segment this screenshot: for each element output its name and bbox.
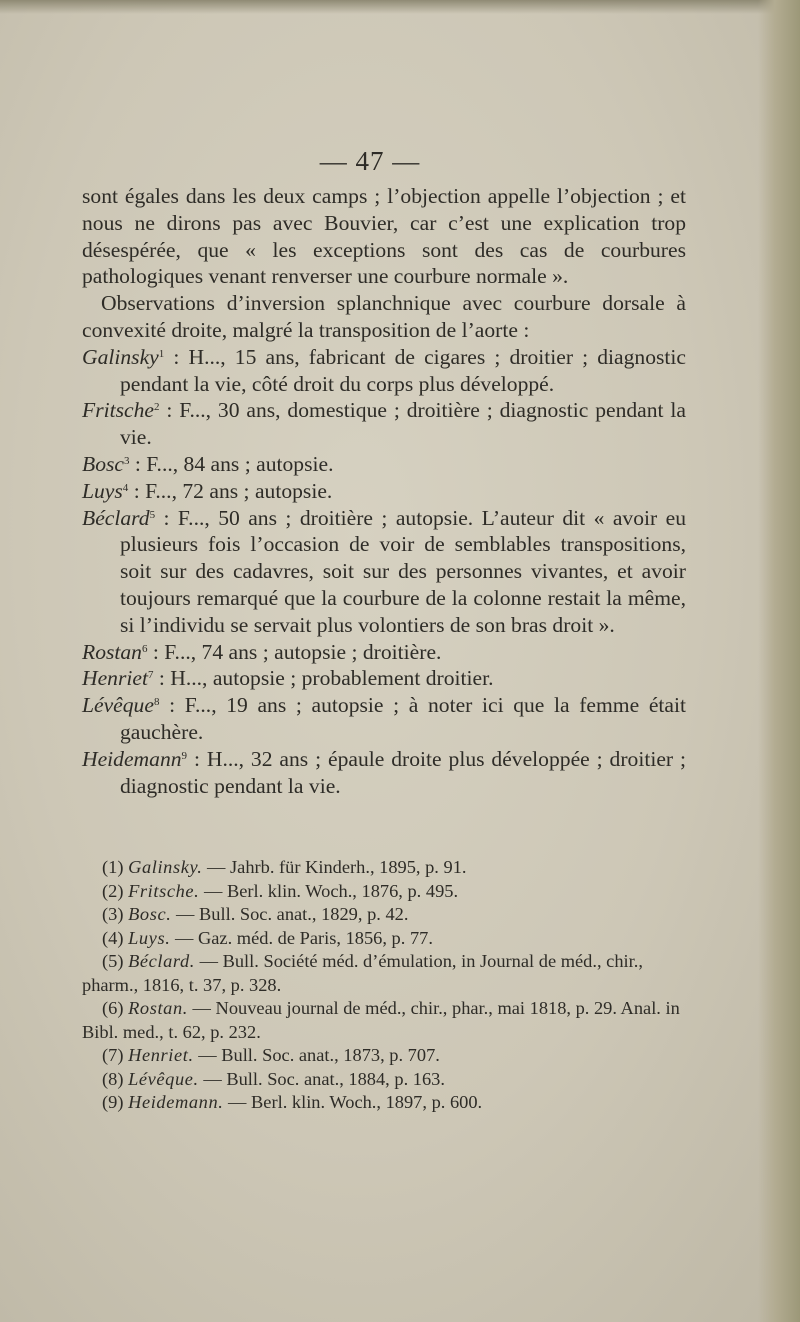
footnote-author: Bosc. <box>128 904 172 924</box>
footnote-6 <box>82 997 682 1044</box>
footnote-citation: — Gaz. méd. de Paris, 1856, p. 77. <box>170 927 433 948</box>
author-name: Galinsky <box>82 344 159 369</box>
observation-luys <box>82 478 686 505</box>
observation-leveque <box>82 692 686 746</box>
footnote-9 <box>82 1091 682 1115</box>
footnote-ref: 3 <box>123 454 130 467</box>
main-text <box>82 183 686 799</box>
author-name: Henriet <box>82 666 148 691</box>
observation-heidemann <box>82 746 686 800</box>
observation-text: : F..., 74 ans ; autopsie ; droitière. <box>147 639 442 664</box>
footnotes <box>82 856 682 1115</box>
observation-rostan <box>82 639 686 666</box>
footnote-number: (3) <box>102 904 124 924</box>
footnote-8 <box>82 1068 682 1092</box>
footnote-7 <box>82 1044 682 1068</box>
footnote-citation: — Berl. klin. Woch., 1876, p. 495. <box>199 880 459 901</box>
footnote-ref: 2 <box>153 401 160 414</box>
page-right-edge <box>758 0 800 1322</box>
footnote-citation: — Bull. Soc. anat., 1829, p. 42. <box>171 904 409 924</box>
footnote-author: Henriet. <box>128 1045 194 1065</box>
footnote-author: Rostan. <box>128 998 188 1018</box>
paragraph-objection: sont égales dans les deux camps ; l’objection appelle l’objection ; et nous ne dirons pas avec Bouvier, car c’est une explication trop désespérée, que « les exceptions sont des cas de courbures pathologiques venant renverser une courbure normale ». <box>82 184 686 289</box>
footnote-4 <box>82 927 682 951</box>
footnote-ref: 5 <box>149 508 156 521</box>
footnote-ref: 9 <box>181 749 188 762</box>
footnote-citation: — Bull. Soc. anat., 1884, p. 163. <box>198 1068 445 1089</box>
footnote-ref: 7 <box>147 669 154 682</box>
observation-text: : H..., 32 ans ; épaule droite plus développée ; droitier ; diagnostic pendant la vie. <box>120 746 686 798</box>
footnote-number: (9) <box>102 1092 124 1112</box>
footnote-ref: 1 <box>158 347 165 360</box>
footnote-ref: 6 <box>141 642 148 655</box>
observation-henriet <box>82 665 686 692</box>
footnote-author: Fritsche. <box>128 880 200 901</box>
footnote-1 <box>82 856 682 880</box>
observation-text: : F..., 30 ans, domestique ; droitière ; diagnostic pendant la vie. <box>120 398 686 450</box>
author-name: Béclard <box>82 505 150 530</box>
observation-beclard <box>82 505 686 639</box>
footnote-number: (8) <box>102 1068 124 1089</box>
observation-text: : H..., autopsie ; probablement droitier. <box>153 666 494 691</box>
observation-text: : H..., 15 ans, fabricant de cigares ; droitier ; diagnostic pendant la vie, côté droit du corps plus développé. <box>120 344 686 396</box>
author-name: Lévêque <box>82 693 154 718</box>
footnote-author: Lévêque. <box>128 1068 199 1089</box>
observation-text: : F..., 50 ans ; droitière ; autopsie. L’auteur dit « avoir eu plusieurs fois l’occasion de voir de semblables transpositions, soit sur des cadavres, soit sur des personnes vivantes, et avoir toujours remarqué que la courbure de la colonne restait la même, si l’individu se servait plus volontiers de son bras droit ». <box>120 505 686 637</box>
page-number: — 47 — <box>319 146 421 176</box>
footnote-author: Béclard. <box>128 951 195 971</box>
observation-text: : F..., 84 ans ; autopsie. <box>129 451 334 476</box>
observation-galinsky <box>82 344 686 398</box>
footnote-5 <box>82 950 682 997</box>
observation-text: : F..., 72 ans ; autopsie. <box>128 478 333 503</box>
author-name: Bosc <box>82 451 124 476</box>
page-top-edge <box>0 0 800 14</box>
observation-bosc <box>82 451 686 478</box>
footnote-citation: — Jahrb. für Kinderh., 1895, p. 91. <box>202 857 467 877</box>
footnote-2 <box>82 880 682 904</box>
footnote-3 <box>82 903 682 927</box>
observation-fritsche <box>82 397 686 451</box>
footnote-number: (2) <box>102 880 124 901</box>
author-name: Heidemann <box>82 746 182 771</box>
footnote-number: (4) <box>102 927 124 948</box>
footnote-citation: — Berl. klin. Woch., 1897, p. 600. <box>223 1092 483 1112</box>
author-name: Luys <box>82 478 123 503</box>
footnote-author: Heidemann. <box>128 1092 224 1112</box>
footnote-number: (1) <box>102 857 124 877</box>
footnote-number: (7) <box>102 1045 124 1065</box>
footnote-number: (5) <box>102 951 124 971</box>
footnote-ref: 8 <box>153 696 160 709</box>
footnote-number: (6) <box>102 998 124 1018</box>
author-name: Fritsche <box>82 398 154 423</box>
observation-text: : F..., 19 ans ; autopsie ; à noter ici que la femme était gauchère. <box>120 693 686 744</box>
footnote-ref: 4 <box>122 481 129 494</box>
footnote-citation: — Bull. Soc. anat., 1873, p. 707. <box>193 1045 440 1065</box>
footnote-citation: — Nouveau journal de méd., chir., phar., mai 1818, p. 29. Anal. in Bibl. med., t. 62, p. 232. <box>82 998 680 1042</box>
footnote-author: Luys. <box>128 927 171 948</box>
footnote-author: Galinsky. <box>128 857 203 877</box>
paragraph-observations-intro: Observations d’inversion splanchnique avec courbure dorsale à convexité droite, malgré la transposition de l’aorte : <box>82 291 686 342</box>
footnote-citation: — Bull. Société méd. d’émulation, in Journal de méd., chir., pharm., 1816, t. 37, p. 328. <box>82 951 643 995</box>
author-name: Rostan <box>82 639 142 664</box>
